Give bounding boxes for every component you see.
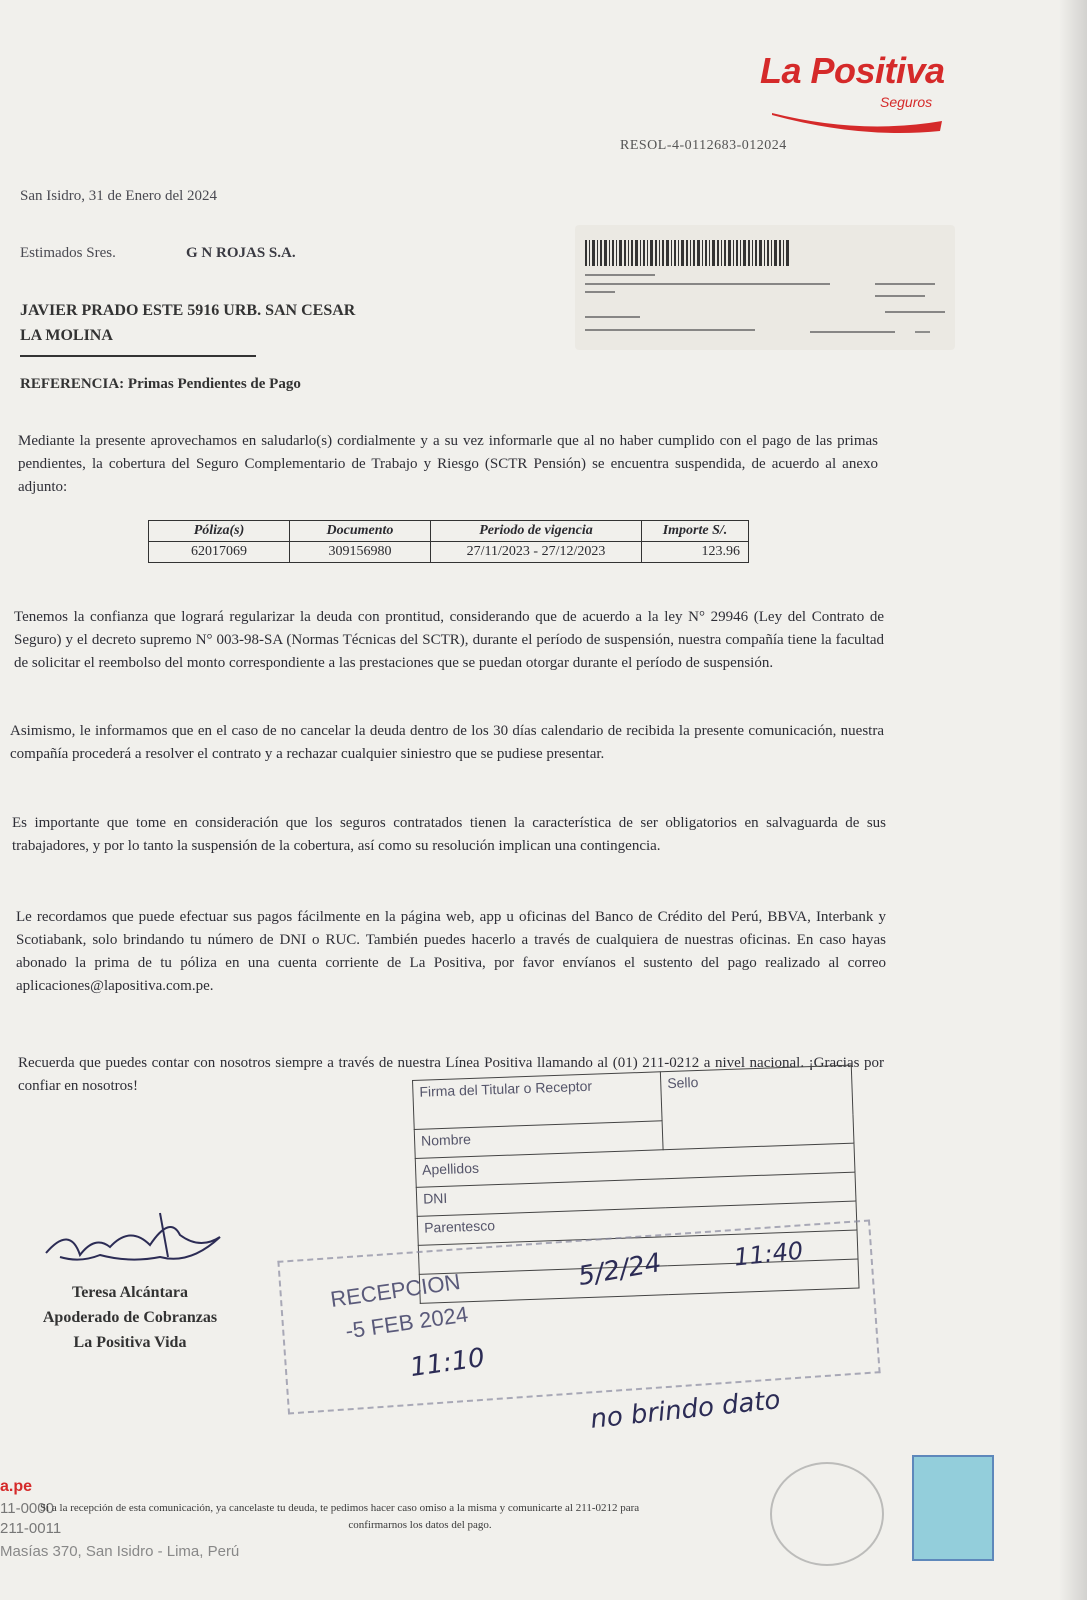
col-policy: Póliza(s): [149, 521, 290, 542]
handwritten-time: 11:10: [408, 1342, 487, 1384]
label-text-lines: [585, 272, 945, 342]
cell-amount: 123.96: [642, 542, 749, 563]
handwritten-time-2: 11:40: [732, 1236, 805, 1272]
cell-period: 27/11/2023 - 27/12/2023: [431, 542, 642, 563]
cell-document: 309156980: [290, 542, 431, 563]
footer-note-line-1: Si a la recepción de esta comunicación, ya cancelaste tu deuda, te pedimos hacer caso omiso a la misma y comunicarte al 211-0212 para: [40, 1502, 640, 1514]
paragraph-2: Tenemos la confianza que logrará regularizar la deuda con prontitud, considerando que de acuerdo a la ley N° 29946 (Ley del Contrato de Seguro) y el decreto supremo N° 003-98-SA (Normas Técnicas del SCTR), durante el período de suspensión, nuestra compañía tiene la facultad de solicitar el reembolso del monto correspondiente a las prestaciones que se puedan otorgar durante el período de suspensión.: [14, 609, 884, 671]
page-edge-shadow: [1059, 0, 1087, 1600]
table-row: [149, 542, 749, 563]
recipient-address: [20, 298, 355, 348]
footer-note-line-2: confirmarnos los datos del pago.: [348, 1519, 492, 1531]
paragraph-6: Recuerda que puedes contar con nosotros siempre a través de nuestra Línea Positiva llamando al (01) 211-0212 a nivel nacional. ¡Gracias por confiar en nosotros!: [18, 1055, 884, 1094]
paragraph-1: Mediante la presente aprovechamos en saludarlo(s) cordialmente y a su vez informarle que al no haber cumplido con el pago de las primas pendientes, la cobertura del Seguro Complementario de Trabajo y Riesgo (SCTR Pensión) se encuentra suspendida, de acuerdo al anexo adjunto:: [18, 433, 878, 495]
hologram-sticker-icon: [912, 1455, 994, 1561]
signatory-company: La Positiva Vida: [73, 1334, 187, 1351]
address-divider: [20, 355, 256, 357]
place-date: San Isidro, 31 de Enero del 2024: [20, 188, 218, 204]
field-name: Nombre: [414, 1121, 663, 1159]
field-surname: Apellidos: [415, 1143, 855, 1187]
signatory-title: Apoderado de Cobranzas: [42, 1309, 218, 1326]
field-seal: Sello: [660, 1065, 854, 1150]
salutation: Estimados Sres.: [20, 245, 116, 261]
barcode-icon: [585, 238, 805, 270]
reference: REFERENCIA: Primas Pendientes de Pago: [20, 376, 301, 392]
footer-web: a.pe: [0, 1478, 33, 1495]
cell-policy: 62017069: [149, 542, 290, 563]
paragraph-4: Es importante que tome en consideración que los seguros contratados tienen la característica de ser obligatorios en salvaguarda de sus trabajadores, y por lo tanto la suspensión de la cobertura, así como su resolución implican una contingencia.: [12, 815, 886, 854]
stamp-label: RECEPCION: [328, 1269, 462, 1312]
footer-address: Masías 370, San Isidro - Lima, Perú: [0, 1543, 240, 1560]
brand-logo: La Positiva: [760, 50, 945, 91]
stamp-date: -5 FEB 2024: [343, 1301, 470, 1344]
col-amount: Importe S/.: [642, 521, 749, 542]
handwritten-date: 5/2/24: [576, 1247, 664, 1293]
address-line-1: JAVIER PRADO ESTE 5916 URB. SAN CESAR: [20, 302, 356, 319]
col-document: Documento: [290, 521, 431, 542]
resolution-code: RESOL-4-0112683-012024: [620, 138, 787, 153]
signature-scribble: [40, 1205, 230, 1275]
paragraph-5: Le recordamos que puede efectuar sus pagos fácilmente en la página web, app u oficinas del Banco de Crédito del Perú, BBVA, Interbank y Scotiabank, solo brindando tu número de DNI o RUC. También puedes hacerlo a través de cualquiera de nuestras oficinas. En caso hayas abonado la prima de tu póliza en una cuenta corriente de La Positiva, por favor envíanos el sustento del pago realizado al correo aplicaciones@lapositiva.com.pe.: [16, 909, 886, 994]
brand-sub: Seguros: [880, 94, 933, 110]
policy-table: [148, 520, 749, 563]
signatory-name: Teresa Alcántara: [72, 1284, 188, 1301]
address-line-2: LA MOLINA: [20, 327, 113, 344]
field-dni: DNI: [416, 1172, 856, 1216]
footer-phone-1: 11-0000: [0, 1500, 54, 1517]
recipient-company: G N ROJAS S.A.: [186, 245, 296, 261]
field-relation: Parentesco: [417, 1201, 857, 1245]
footer-phone-2: 211-0011: [0, 1520, 62, 1537]
field-signature: Firma del Titular o Receptor: [413, 1072, 663, 1130]
brand-swoosh-icon: [770, 105, 950, 135]
signatory-block: [20, 1280, 240, 1355]
paragraph-3: Asimismo, le informamos que en el caso de no cancelar la deuda dentro de los 30 días calendario de recibida la presente comunicación, nuestra compañía procederá a resolver el contrato y a rechazar cualquier siniestro que se pudiese presentar.: [10, 723, 884, 762]
certification-seal-icon: [770, 1462, 884, 1566]
col-period: Periodo de vigencia: [431, 521, 642, 542]
handwritten-note: no brindo dato: [588, 1385, 782, 1435]
